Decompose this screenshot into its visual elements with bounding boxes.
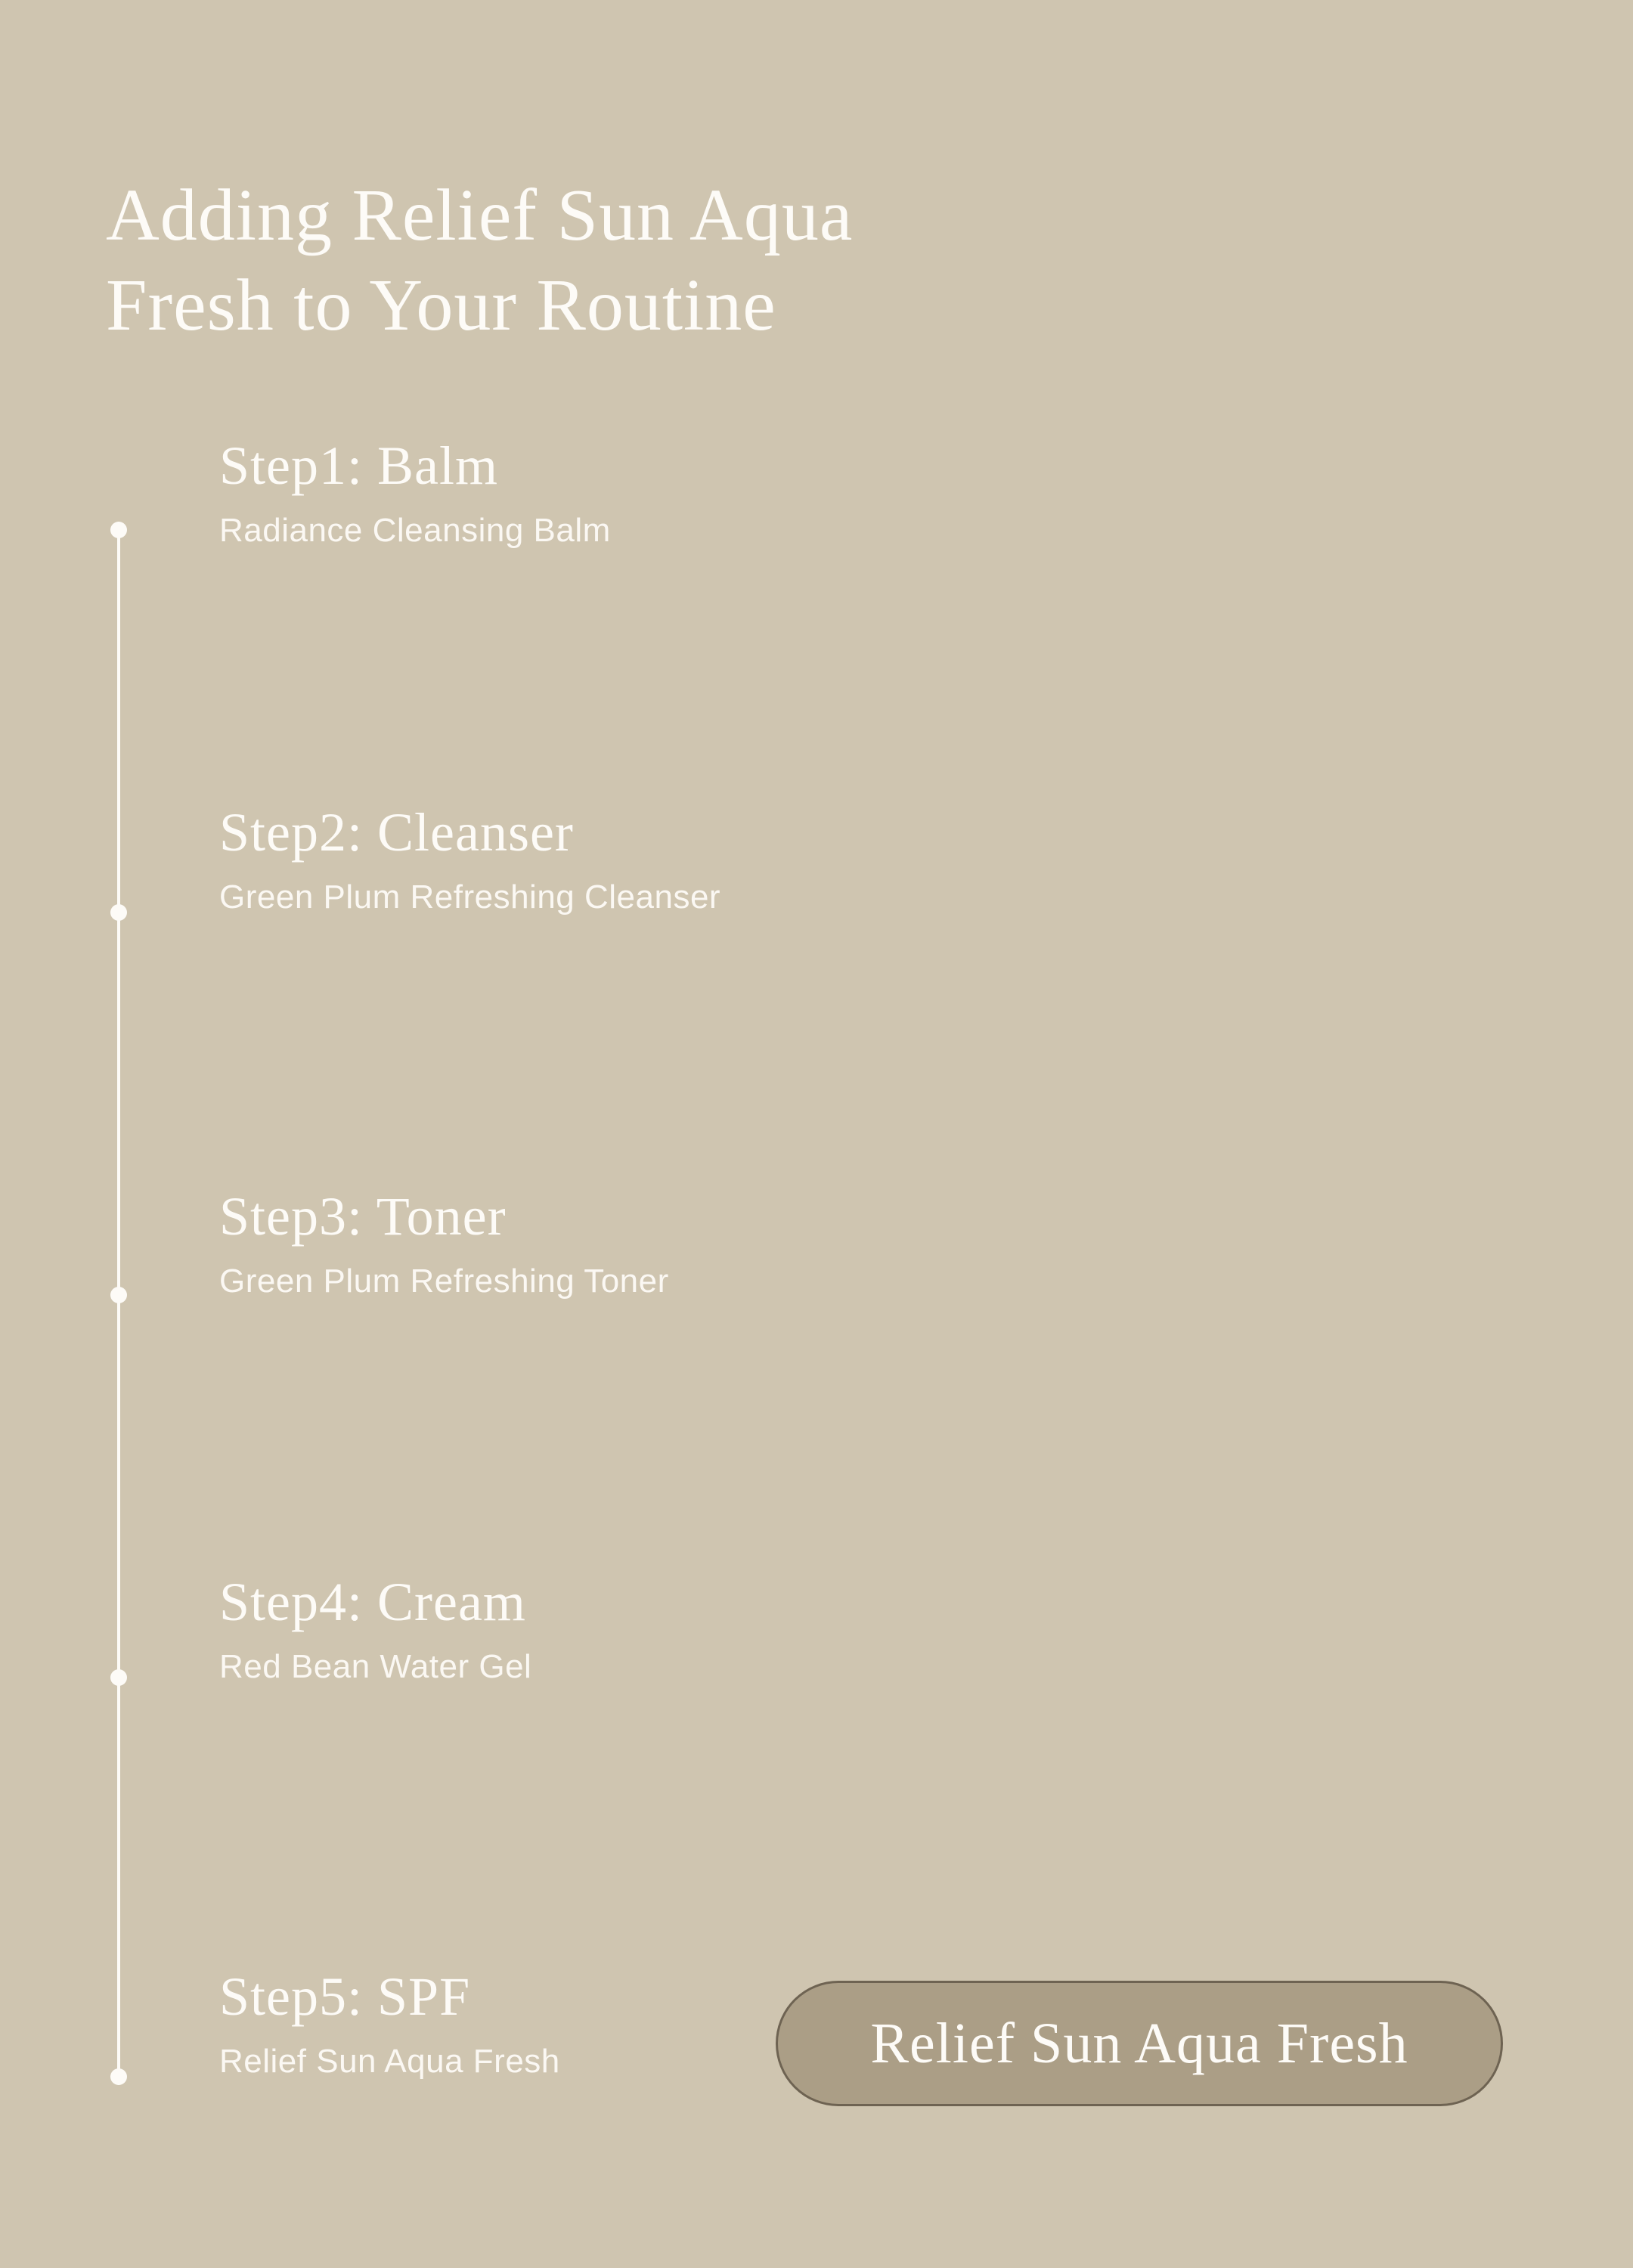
page-title-line-2: Fresh to Your Routine (106, 265, 776, 347)
step-1-product: Radiance Cleansing Balm (219, 512, 611, 549)
step-2-title: Step2: Cleanser (219, 802, 574, 863)
step-4-product: Red Bean Water Gel (219, 1648, 532, 1685)
step-1-title: Step1: Balm (219, 435, 498, 496)
step-4-title: Step4: Cream (219, 1572, 526, 1632)
step-3-product: Green Plum Refreshing Toner (219, 1263, 669, 1300)
step-5-title: Step5: SPF (219, 1966, 471, 2027)
step-5-product: Relief Sun Aqua Fresh (219, 2043, 560, 2080)
step-3-title: Step3: Toner (219, 1186, 507, 1247)
product-badge-label: Relief Sun Aqua Fresh (870, 2011, 1408, 2075)
product-badge[interactable] (776, 1981, 1503, 2106)
timeline-step-1 (219, 435, 1278, 549)
timeline-step-3 (219, 1186, 1278, 1300)
timeline-step-4 (219, 1572, 1278, 1685)
page-title-line-1: Adding Relief Sun Aqua (106, 174, 854, 256)
timeline-step-2 (219, 802, 1278, 916)
step-2-product: Green Plum Refreshing Cleanser (219, 878, 721, 916)
